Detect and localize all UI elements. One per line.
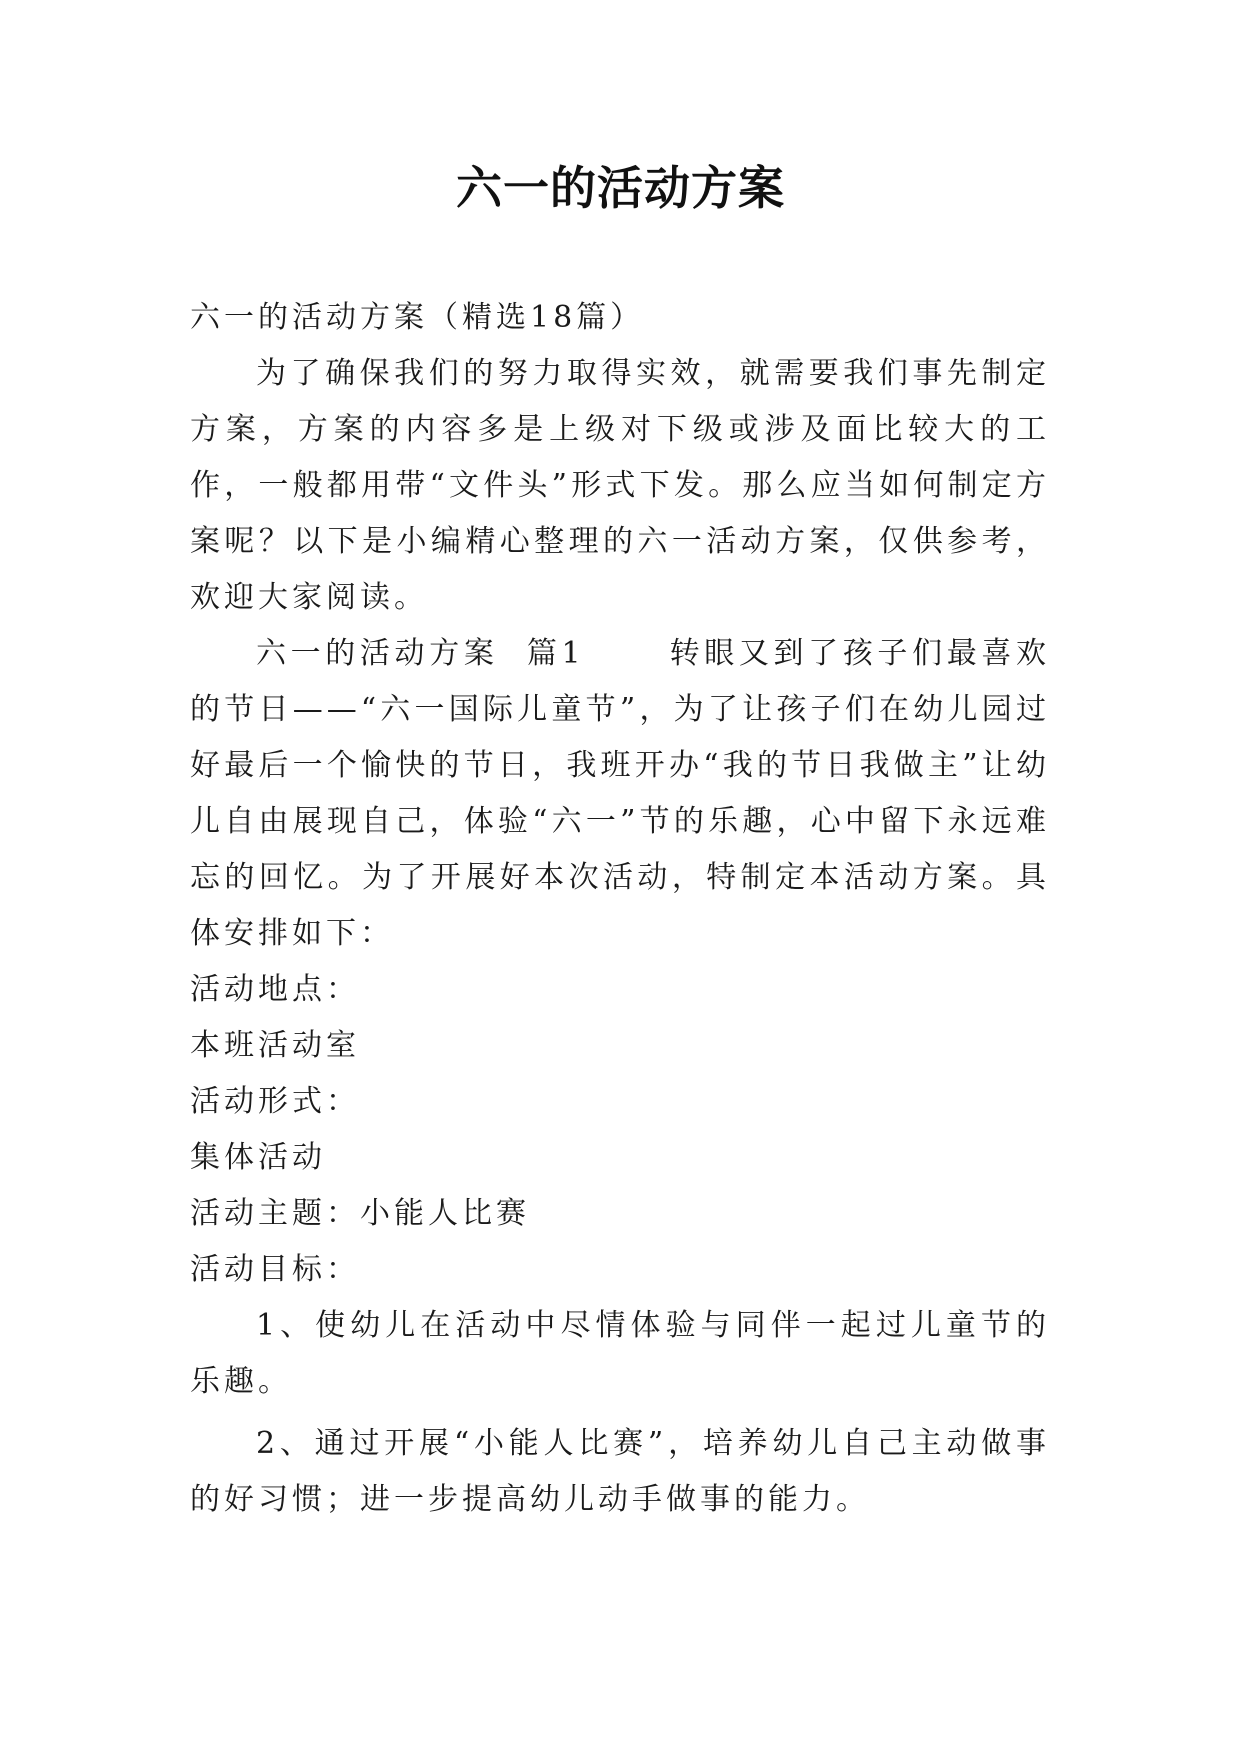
document-title: 六一的活动方案 — [456, 161, 785, 215]
intro-paragraph: 为了确保我们的努力取得实效，就需要我们事先制定方案，方案的内容多是上级对下级或涉及面比较大的工作，一般都用带“文件头”形式下发。那么应当如何制定方案呢？以下是小编精心整理的六一活动方案，仅供参考，欢迎大家阅读。 — [190, 356, 1050, 615]
activity-form-value: 集体活动 — [190, 1140, 326, 1175]
activity-goals-label: 活动目标： — [190, 1252, 360, 1287]
activity-location-label: 活动地点： — [190, 972, 360, 1007]
section-1-paragraph: 六一的活动方案 篇1 转眼又到了孩子们最喜欢的节日——“六一国际儿童节”，为了让孩子们在幼儿园过好最后一个愉快的节日，我班开办“我的节日我做主”让幼儿自由展现自己，体验“六一”节的乐趣，心中留下永远难忘的回忆。为了开展好本次活动，特制定本活动方案。具体安排如下： — [190, 636, 1050, 951]
activity-form-label: 活动形式： — [190, 1084, 360, 1119]
activity-location-value: 本班活动室 — [190, 1028, 360, 1063]
activity-theme-line: 活动主题：小能人比赛 — [190, 1196, 530, 1231]
goal-item-2: 2、通过开展“小能人比赛”，培养幼儿自己主动做事的好习惯；进一步提高幼儿动手做事的能力。 — [190, 1426, 1050, 1517]
subtitle-line: 六一的活动方案（精选18篇） — [190, 300, 645, 335]
goal-item-1: 1、使幼儿在活动中尽情体验与同伴一起过儿童节的乐趣。 — [190, 1308, 1050, 1399]
document-body — [190, 290, 1050, 1528]
